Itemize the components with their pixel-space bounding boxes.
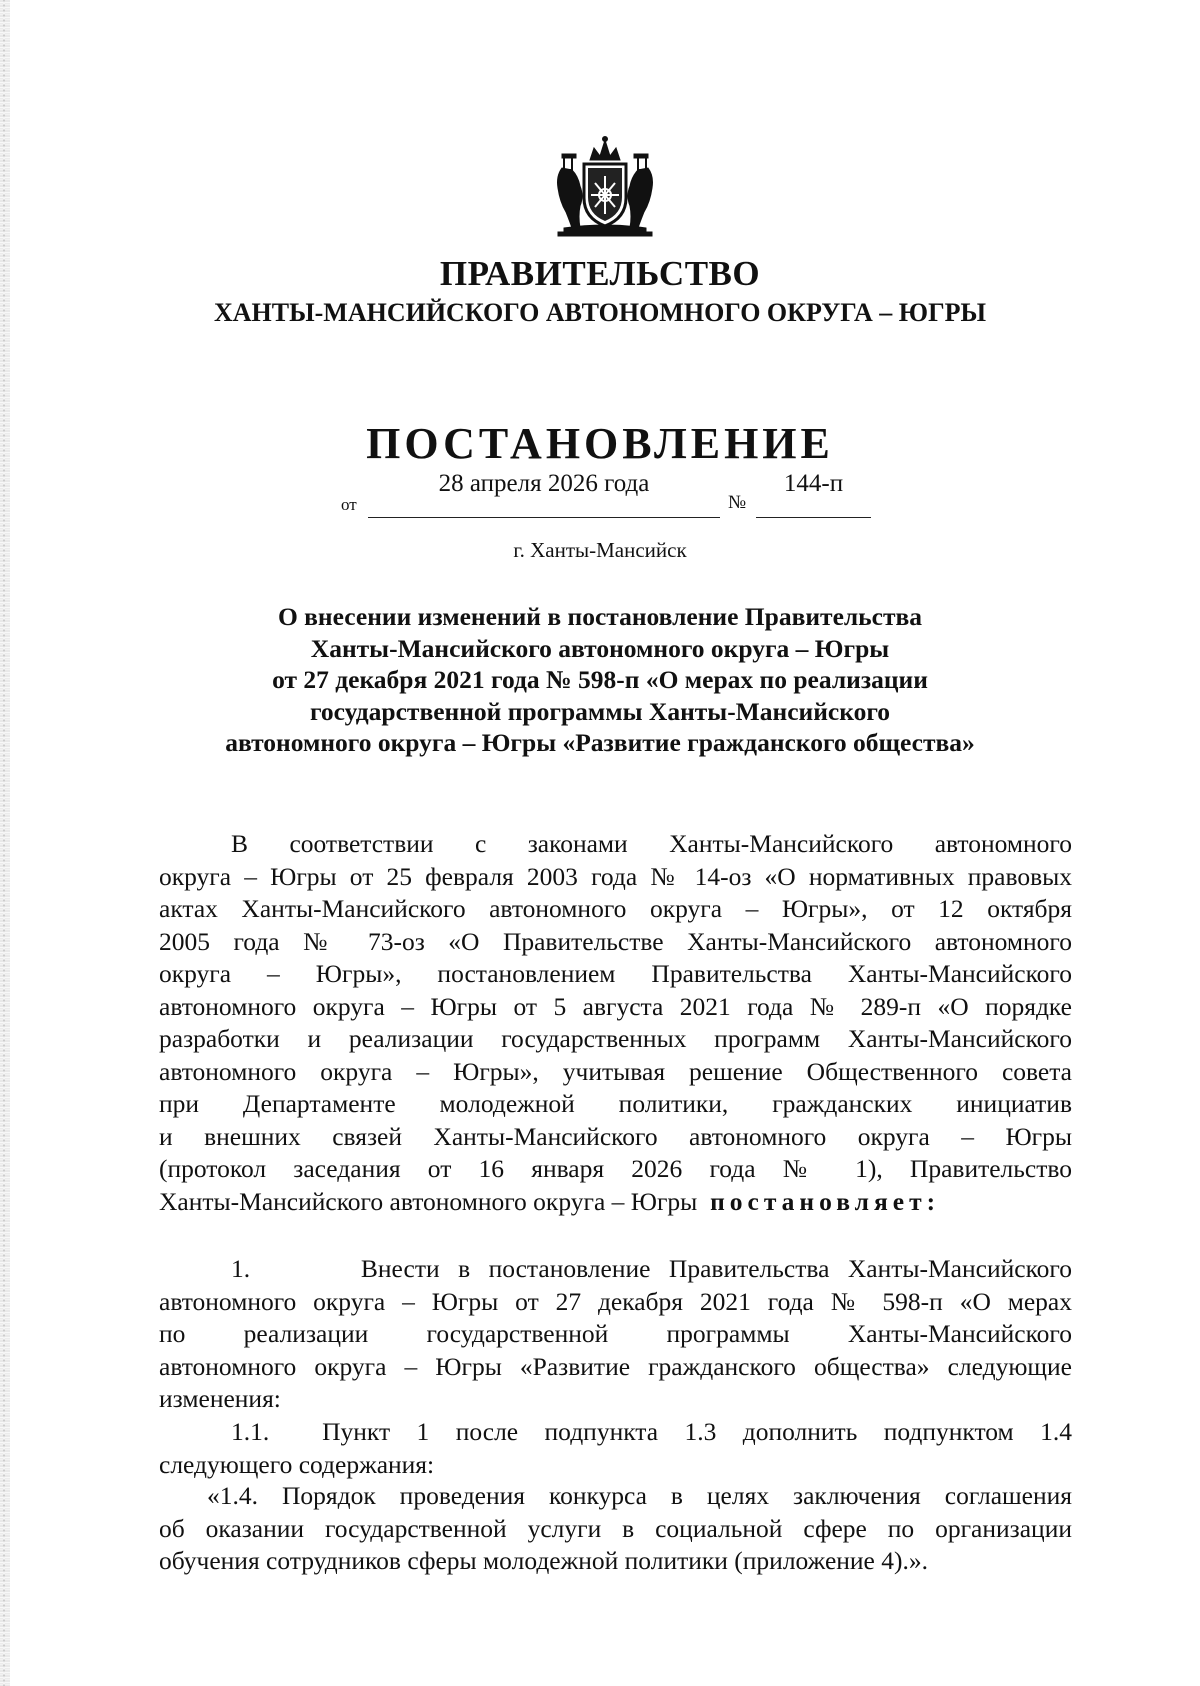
text-line-part: Ханты-Мансийского автономного округа – Югры: [159, 1186, 698, 1216]
text-line: В соответствии с законами Ханты-Мансийского автономного: [231, 829, 1072, 858]
text-line: автономного округа – Югры», учитывая решение Общественного совета: [159, 1056, 1072, 1086]
text-line: округа – Югры», постановлением Правительства Ханты-Мансийского: [159, 959, 1072, 988]
subject-line: государственной программы Ханты-Мансийского: [309, 696, 891, 726]
text-line-part: Пункт 1 после подпункта 1.3 дополнить подпунктом 1.4: [322, 1417, 1072, 1446]
text-line: «1.4. Порядок проведения конкурса в целях заключения соглашения: [207, 1481, 1072, 1510]
text-line: обучения сотрудников сферы молодежной политики (приложение 4).».: [159, 1546, 928, 1575]
text-line: [159, 1253, 1072, 1286]
text-line: разработки и реализации государственных программ Ханты-Мансийского: [159, 1024, 1072, 1053]
text-line: следующего содержания:: [159, 1449, 435, 1479]
text-line: по реализации государственной программы Ханты-Мансийского: [159, 1319, 1072, 1348]
text-line: об оказании государственной услуги в социальной сфере по организации: [159, 1513, 1072, 1543]
item-1-paragraph: [159, 1253, 1072, 1416]
region-title: ХАНТЫ-МАНСИЙСКОГО АВТОНОМНОГО ОКРУГА – ЮГРЫ: [213, 298, 987, 327]
item-number: 1.: [231, 1254, 251, 1283]
text-line: автономного округа – Югры «Развитие гражданского общества» следующие: [159, 1351, 1072, 1381]
subject-line: от 27 декабря 2021 года № 598-п «О мерах по реализации: [272, 665, 928, 694]
government-title: ПРАВИТЕЛЬСТВО: [439, 254, 761, 293]
subject-line: Ханты-Мансийского автономного округа – Югры: [310, 633, 890, 663]
document-number: 144-п: [783, 470, 844, 497]
scan-edge: [0, 0, 10, 1686]
resolves-word: постановляет:: [710, 1186, 941, 1216]
date-number-line: [0, 470, 1200, 530]
text-line: [159, 1186, 1072, 1219]
number-prefix: №: [728, 492, 747, 513]
document-date: 28 апреля 2026 года: [438, 470, 650, 497]
text-line: и внешних связей Ханты-Мансийского автономного округа – Югры: [159, 1121, 1072, 1151]
subject-line: автономного округа – Югры «Развитие гражданского общества»: [225, 728, 975, 757]
text-line: при Департаменте молодежной политики, гражданских инициатив: [159, 1089, 1072, 1118]
text-line: автономного округа – Югры от 5 августа 2021 года № 289-п «О порядке: [159, 991, 1072, 1021]
text-line: 2005 года № 73-оз «О Правительстве Ханты-Мансийского автономного: [159, 926, 1072, 956]
subject-line: О внесении изменений в постановление Правительства: [277, 602, 923, 631]
item-1-1-paragraph: [159, 1416, 1072, 1481]
text-line-part: Внести в постановление Правительства Ханты-Мансийского: [360, 1254, 1072, 1283]
preamble-paragraph: [159, 828, 1072, 1218]
date-underline: [368, 517, 720, 518]
text-line: округа – Югры от 25 февраля 2003 года № 14-оз «О нормативных правовых: [159, 861, 1072, 891]
document-type-title: ПОСТАНОВЛЕНИЕ: [366, 419, 834, 468]
text-line: (протокол заседания от 16 января 2026 года № 1), Правительство: [159, 1154, 1072, 1183]
text-line: актах Ханты-Мансийского автономного округа – Югры», от 12 октября: [159, 894, 1072, 923]
city-name: г. Ханты-Мансийск: [513, 538, 687, 562]
text-line: изменения:: [159, 1384, 281, 1413]
text-line: [159, 1416, 1072, 1449]
date-prefix: от: [341, 495, 357, 514]
number-underline: [756, 517, 871, 518]
quoted-amendment: [159, 1480, 1072, 1578]
document-subject: [180, 601, 1020, 759]
coat-of-arms-emblem: [550, 136, 660, 240]
text-line: автономного округа – Югры от 27 декабря 2021 года № 598-п «О мерах: [159, 1286, 1072, 1316]
item-number: 1.1.: [231, 1417, 270, 1446]
